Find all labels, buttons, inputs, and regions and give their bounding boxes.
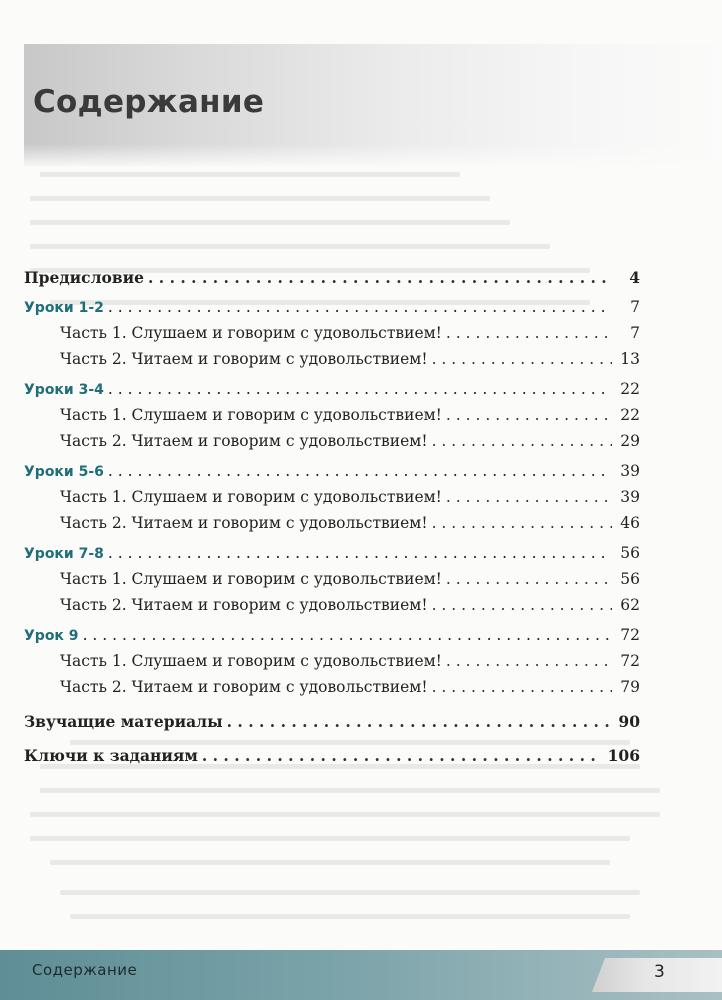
leader-dots: [148, 268, 612, 287]
toc-entry-label: Часть 2. Читаем и говорим с удовольствием!: [60, 432, 428, 450]
leader-dots: [202, 746, 602, 765]
toc-entry-label: Часть 1. Слушаем и говорим с удовольствием!: [60, 570, 442, 588]
footer-section-label: Содержание: [32, 961, 138, 979]
toc-page-number: 56: [620, 544, 640, 562]
toc-page-number: 7: [630, 324, 640, 342]
toc-entry-label: Часть 1. Слушаем и говорим с удовольствием!: [60, 406, 442, 424]
leader-dots: [446, 406, 612, 424]
toc-entry-label: Урок 9: [24, 628, 79, 644]
leader-dots: [432, 596, 612, 614]
toc-entry-lesson-9[interactable]: [24, 626, 640, 652]
toc-page-number: 79: [620, 678, 640, 696]
toc-entry-label: Уроки 7-8: [24, 546, 104, 562]
toc-page-number: 4: [629, 268, 640, 287]
toc-entry-label: Звучащие материалы: [24, 712, 223, 731]
toc-entry-lesson-9-part-2[interactable]: [24, 678, 640, 704]
toc-entry-preface[interactable]: [24, 268, 640, 294]
leader-dots: [446, 488, 612, 506]
leader-dots: [432, 514, 612, 532]
toc-entry-lesson-1-2-part-1[interactable]: [24, 324, 640, 350]
toc-entry-label: Часть 2. Читаем и говорим с удовольствием!: [60, 514, 428, 532]
toc-entry-lesson-3-4-part-2[interactable]: [24, 432, 640, 458]
leader-dots: [83, 626, 612, 644]
toc-entry-label: Уроки 5-6: [24, 464, 104, 480]
leader-dots: [432, 350, 612, 368]
toc-page-number: 29: [620, 432, 640, 450]
leader-dots: [108, 380, 612, 398]
toc-entry-lesson-1-2-part-2[interactable]: [24, 350, 640, 376]
leader-dots: [108, 462, 612, 480]
toc-page-number: 22: [620, 380, 640, 398]
toc-entry-label: Ключи к заданиям: [24, 746, 198, 765]
toc-entry-lesson-3-4[interactable]: [24, 380, 640, 406]
toc-entry-label: Предисловие: [24, 268, 144, 287]
page-title: Содержание: [33, 84, 265, 120]
leader-dots: [227, 712, 612, 731]
table-of-contents: [24, 268, 640, 772]
toc-entry-answer-keys[interactable]: [24, 746, 640, 772]
toc-page-number: 90: [618, 712, 640, 731]
toc-entry-lesson-5-6-part-2[interactable]: [24, 514, 640, 540]
toc-page-number: 72: [620, 652, 640, 670]
leader-dots: [446, 570, 612, 588]
toc-entry-label: Уроки 3-4: [24, 382, 104, 398]
toc-entry-label: Уроки 1-2: [24, 300, 104, 316]
toc-page-number: 56: [620, 570, 640, 588]
toc-entry-audio-materials[interactable]: [24, 712, 640, 738]
toc-page-number: 7: [630, 298, 640, 316]
toc-entry-lesson-5-6[interactable]: [24, 462, 640, 488]
toc-page-number: 22: [620, 406, 640, 424]
leader-dots: [446, 324, 612, 342]
toc-page-number: 46: [620, 514, 640, 532]
toc-page-number: 72: [620, 626, 640, 644]
toc-entry-lesson-9-part-1[interactable]: [24, 652, 640, 678]
toc-entry-lesson-7-8-part-2[interactable]: [24, 596, 640, 622]
toc-entry-label: Часть 1. Слушаем и говорим с удовольствием!: [60, 488, 442, 506]
toc-page-number: 13: [620, 350, 640, 368]
leader-dots: [446, 652, 612, 670]
toc-page-number: 106: [607, 746, 640, 765]
toc-page-number: 39: [620, 488, 640, 506]
toc-entry-label: Часть 2. Читаем и говорим с удовольствием!: [60, 678, 428, 696]
toc-entry-label: Часть 2. Читаем и говорим с удовольствием!: [60, 350, 428, 368]
toc-entry-label: Часть 1. Слушаем и говорим с удовольствием!: [60, 652, 442, 670]
toc-page-number: 39: [620, 462, 640, 480]
leader-dots: [432, 432, 612, 450]
toc-page-number: 62: [620, 596, 640, 614]
toc-entry-lesson-1-2[interactable]: [24, 298, 640, 324]
leader-dots: [108, 298, 612, 316]
page-number: 3: [654, 962, 665, 982]
toc-entry-lesson-3-4-part-1[interactable]: [24, 406, 640, 432]
toc-entry-label: Часть 2. Читаем и говорим с удовольствием!: [60, 596, 428, 614]
toc-entry-lesson-5-6-part-1[interactable]: [24, 488, 640, 514]
toc-entry-lesson-7-8-part-1[interactable]: [24, 570, 640, 596]
toc-entry-label: Часть 1. Слушаем и говорим с удовольствием!: [60, 324, 442, 342]
leader-dots: [432, 678, 612, 696]
toc-entry-lesson-7-8[interactable]: [24, 544, 640, 570]
leader-dots: [108, 544, 612, 562]
